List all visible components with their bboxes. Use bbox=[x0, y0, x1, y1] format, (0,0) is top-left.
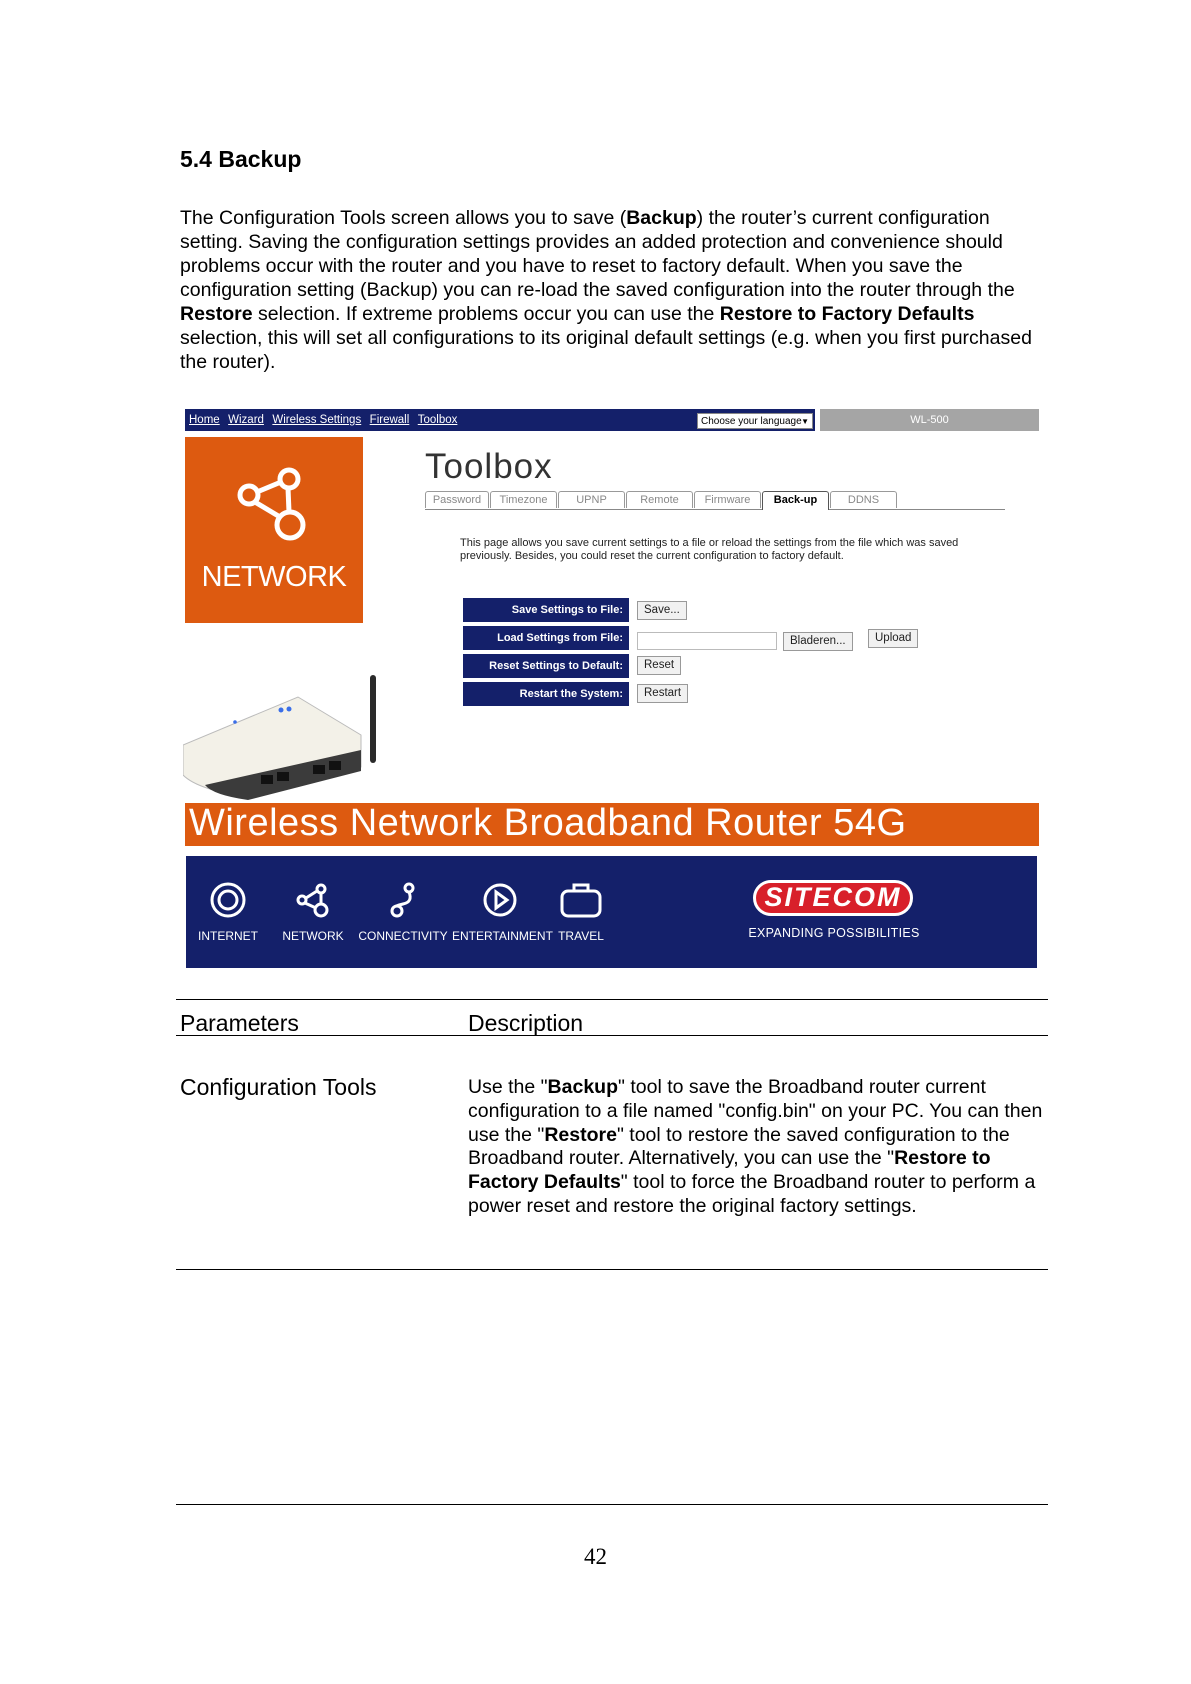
column-header-description: Description bbox=[468, 1010, 584, 1036]
reset-settings-label: Reset Settings to Default: bbox=[463, 654, 629, 678]
intro-paragraph: The Configuration Tools screen allows you to save (Backup) the router’s current configuration setting. Saving the configuration settings provides an added protection and convenience should problems occur with the router and you have to reset to factory default. When you save the configuration setting (Backup) you can re-load the saved configuration into the router through the Restore selection. If extreme problems occur you can use the Restore to Factory Defaults selection, this will set all configurations to its original default settings (e.g. when you first purchased the router). bbox=[180, 207, 1032, 373]
restart-system-label: Restart the System: bbox=[463, 682, 629, 706]
tab-timezone[interactable]: Timezone bbox=[490, 491, 557, 508]
footer-connectivity[interactable]: CONNECTIVITY bbox=[358, 880, 448, 943]
internet-icon bbox=[208, 880, 248, 920]
parameter-name: Configuration Tools bbox=[180, 1074, 377, 1100]
restart-button[interactable]: Restart bbox=[637, 684, 688, 703]
footer-travel[interactable]: TRAVEL bbox=[554, 880, 608, 943]
nav-firewall[interactable]: Firewall bbox=[369, 414, 410, 426]
product-name: Wireless Network Broadband Router 54G bbox=[189, 802, 907, 844]
brand-tagline: EXPANDING POSSIBILITIES bbox=[748, 926, 920, 940]
section-title: 5.4 Backup bbox=[180, 146, 302, 172]
nav-toolbox[interactable]: Toolbox bbox=[417, 414, 458, 426]
tab-upnp[interactable]: UPNP bbox=[558, 491, 625, 508]
load-settings-label: Load Settings from File: bbox=[463, 626, 629, 650]
table-header-rule bbox=[176, 1035, 1048, 1036]
page-description: This page allows you save current settings to a file or reload the settings from the file which was saved previously. Besides, you could reset the current configuration to factory default. bbox=[460, 537, 959, 562]
nav-wireless-settings[interactable]: Wireless Settings bbox=[272, 414, 362, 426]
top-navigation bbox=[185, 409, 815, 431]
save-button[interactable]: Save... bbox=[637, 601, 687, 620]
product-banner bbox=[185, 803, 1039, 846]
page-title: Toolbox bbox=[425, 447, 553, 486]
nav-wizard[interactable]: Wizard bbox=[228, 414, 264, 426]
footer-internet[interactable]: INTERNET bbox=[198, 880, 258, 943]
play-icon bbox=[480, 880, 520, 920]
sitecom-logo: SITECOM bbox=[753, 880, 913, 916]
tab-backup[interactable]: Back-up bbox=[762, 491, 829, 510]
reset-button[interactable]: Reset bbox=[637, 656, 681, 675]
table-bottom-rule bbox=[176, 1269, 1048, 1270]
suitcase-icon bbox=[559, 880, 603, 920]
parameter-description: Use the "Backup" tool to save the Broadband router current configuration to a file named "config.bin" on your PC. You can then use the "Restore" tool to restore the saved configuration to the Broadband router. Alternatively, you can use the "Restore to Factory Defaults" tool to force the Broadband router to perform a power reset and restore the original factory settings. bbox=[468, 1076, 1043, 1217]
network-icon bbox=[185, 437, 363, 547]
footer-bar bbox=[186, 856, 1037, 968]
upload-button[interactable]: Upload bbox=[868, 629, 918, 648]
logo-label: NETWORK bbox=[201, 561, 347, 593]
footer-entertainment[interactable]: ENTERTAINMENT bbox=[452, 880, 548, 943]
tab-ddns[interactable]: DDNS bbox=[830, 491, 897, 508]
footer-rule bbox=[176, 1504, 1048, 1505]
page-number: 42 bbox=[584, 1544, 607, 1569]
toolbox-tabs bbox=[425, 491, 1005, 510]
save-settings-label: Save Settings to File: bbox=[463, 598, 629, 622]
router-ui-screenshot bbox=[183, 407, 1039, 975]
model-label: WL-500 bbox=[820, 409, 1039, 431]
tab-firmware[interactable]: Firmware bbox=[694, 491, 761, 508]
footer-network[interactable]: NETWORK bbox=[278, 880, 348, 943]
connectivity-icon bbox=[383, 880, 423, 920]
browse-button[interactable]: Bladeren... bbox=[783, 632, 853, 651]
tab-password[interactable]: Password bbox=[425, 491, 489, 508]
tab-remote[interactable]: Remote bbox=[626, 491, 693, 508]
column-header-parameters: Parameters bbox=[180, 1010, 299, 1036]
network-icon bbox=[293, 880, 333, 920]
network-logo bbox=[185, 437, 363, 623]
router-image bbox=[183, 675, 383, 805]
nav-home[interactable]: Home bbox=[189, 414, 220, 426]
table-top-rule bbox=[176, 999, 1048, 1000]
file-path-input[interactable] bbox=[637, 632, 777, 650]
language-select[interactable]: Choose your language ▼ bbox=[697, 413, 813, 429]
chevron-down-icon: ▼ bbox=[801, 417, 809, 426]
